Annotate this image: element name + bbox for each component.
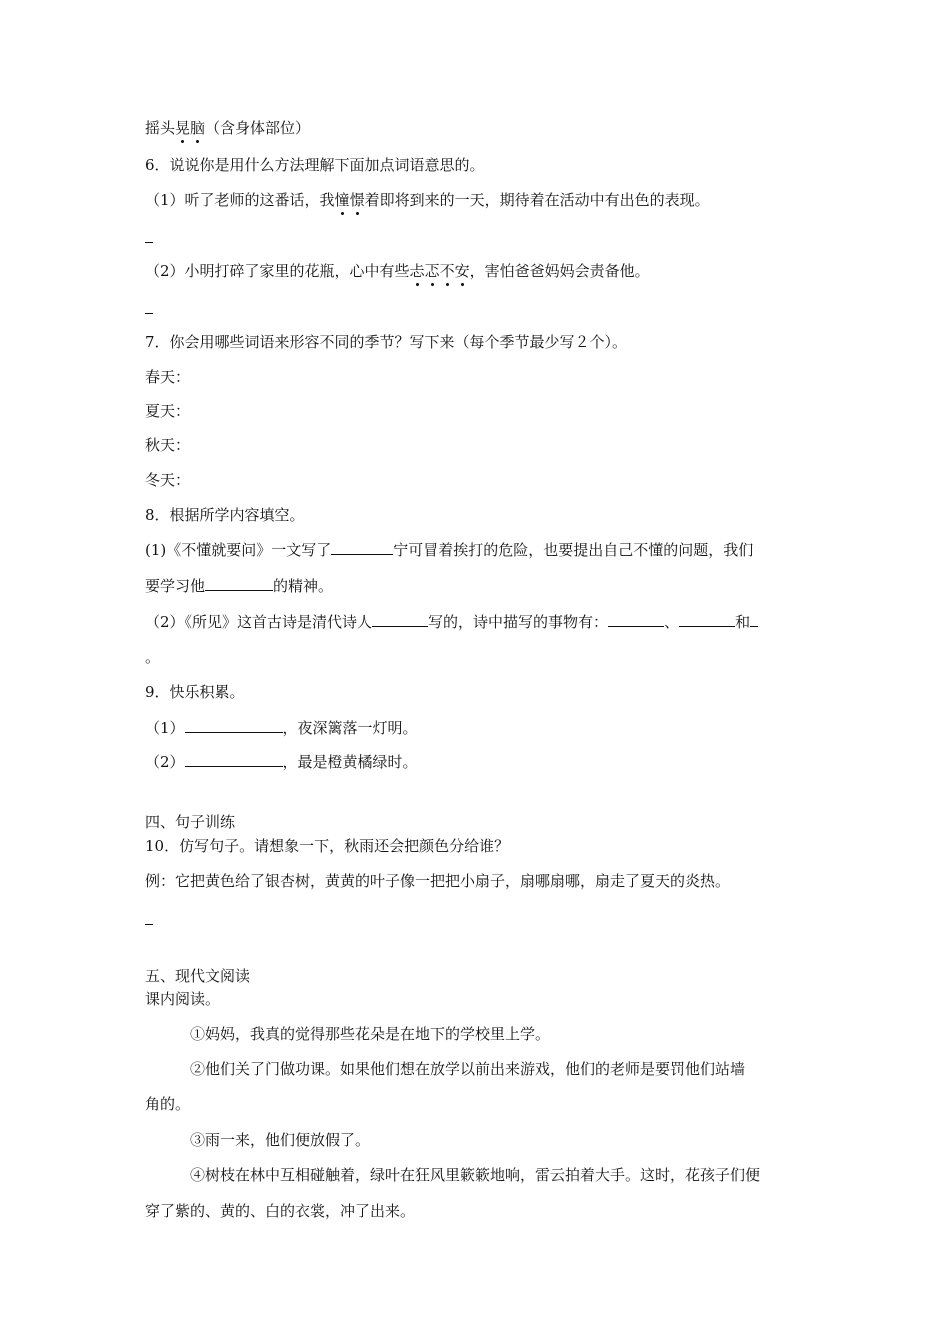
q9-l1-label: （1）: [145, 719, 185, 737]
q8-p1-text: 要学习他: [145, 577, 206, 595]
q7-autumn: 秋天：: [145, 436, 191, 454]
q7-spring: 春天：: [145, 368, 191, 386]
q8-p2-text: （2）《所见》这首古诗是清代诗人: [145, 613, 373, 631]
q9-l2-text: ，最是橙黄橘绿时。: [282, 753, 418, 771]
q8-part1-line2: [145, 576, 333, 596]
q8-part1-line1: [145, 540, 753, 560]
q8-p2-text: 和: [735, 613, 751, 631]
q8-title: 8．根据所学内容填空。: [145, 506, 305, 524]
dotted-char: 安: [454, 262, 470, 280]
dotted-char: 憧: [334, 191, 350, 209]
fill-blank[interactable]: [372, 612, 428, 627]
dotted-char: 忐: [409, 262, 425, 280]
q8-p1-text: (1)《不懂就要问》一文写了: [145, 541, 332, 559]
reading-paragraph-3: ③雨一来，他们便放假了。: [190, 1131, 371, 1149]
reading-intro: 课内阅读。: [145, 990, 221, 1008]
q5-prefix: 摇头: [145, 119, 176, 137]
q7-winter: 冬天：: [145, 471, 191, 489]
answer-line[interactable]: [145, 924, 153, 925]
q9-line-2: [145, 752, 418, 772]
q6-sentence-1: [145, 190, 710, 210]
fill-blank[interactable]: [608, 612, 664, 627]
fill-blank[interactable]: [750, 612, 758, 627]
q9-l1-text: ，夜深篱落一灯明。: [282, 719, 418, 737]
fill-blank[interactable]: [185, 752, 283, 767]
q6-title: 6．说说你是用什么方法理解下面加点词语意思的。: [145, 156, 485, 174]
section4-heading: 四、句子训练: [145, 813, 236, 831]
reading-paragraph-2-cont: 角的。: [145, 1095, 191, 1113]
q8-part2-end: 。: [145, 648, 161, 666]
section5-heading: 五、现代文阅读: [145, 967, 251, 985]
q10-title: 10．仿写句子。请想象一下，秋雨还会把颜色分给谁？: [145, 837, 510, 855]
fill-blank[interactable]: [679, 612, 735, 627]
answer-line[interactable]: [145, 242, 153, 243]
dotted-char: 脑: [190, 119, 206, 137]
reading-paragraph-2: ②他们关了门做功课。如果他们想在放学以前出来游戏，他们的老师是要罚他们站墙: [190, 1060, 746, 1078]
q8-part2-line: [145, 612, 758, 632]
q7-summer: 夏天：: [145, 402, 191, 420]
reading-paragraph-4: ④树枝在林中互相碰触着，绿叶在狂风里簌簌地响，雷云拍着大手。这时，花孩子们便: [190, 1166, 761, 1184]
q6-s2-post: ，害怕爸爸妈妈会责备他。: [469, 262, 650, 280]
q7-title: 7．你会用哪些词语来形容不同的季节？写下来（每个季节最少写２个）。: [145, 333, 628, 351]
fill-blank[interactable]: [331, 540, 393, 555]
dotted-char: 晃: [175, 119, 191, 137]
q10-example: 例：它把黄色给了银杏树，黄黄的叶子像一把把小扇子，扇哪扇哪，扇走了夏天的炎热。: [145, 872, 731, 890]
dotted-char: 忑: [424, 262, 440, 280]
q9-title: 9．快乐积累。: [145, 683, 245, 701]
reading-paragraph-1: ①妈妈，我真的觉得那些花朵是在地下的学校里上学。: [190, 1025, 551, 1043]
q9-l2-label: （2）: [145, 753, 185, 771]
q8-p1-text: 的精神。: [273, 577, 334, 595]
q6-s1-pre: （1）听了老师的这番话，我: [145, 191, 335, 209]
q5-suffix: （含身体部位）: [205, 119, 311, 137]
fill-blank[interactable]: [205, 576, 273, 591]
q8-p1-text: 宁可冒着挨打的危险，也要提出自己不懂的问题，我们: [393, 541, 754, 559]
dotted-char: 不: [439, 262, 455, 280]
q6-s2-pre: （2）小明打碎了家里的花瓶，心中有些: [145, 262, 410, 280]
q5-line: [145, 118, 310, 138]
q8-p2-text: 写的，诗中描写的事物有：: [428, 613, 609, 631]
fill-blank[interactable]: [185, 718, 283, 733]
q9-line-1: [145, 718, 418, 738]
reading-paragraph-4-cont: 穿了紫的、黄的、白的衣裳，冲了出来。: [145, 1202, 416, 1220]
q8-p2-text: 、: [664, 613, 680, 631]
q6-sentence-2: [145, 261, 650, 281]
dotted-char: 憬: [349, 191, 365, 209]
answer-line[interactable]: [145, 313, 153, 314]
q6-s1-post: 着即将到来的一天，期待着在活动中有出色的表现。: [364, 191, 710, 209]
